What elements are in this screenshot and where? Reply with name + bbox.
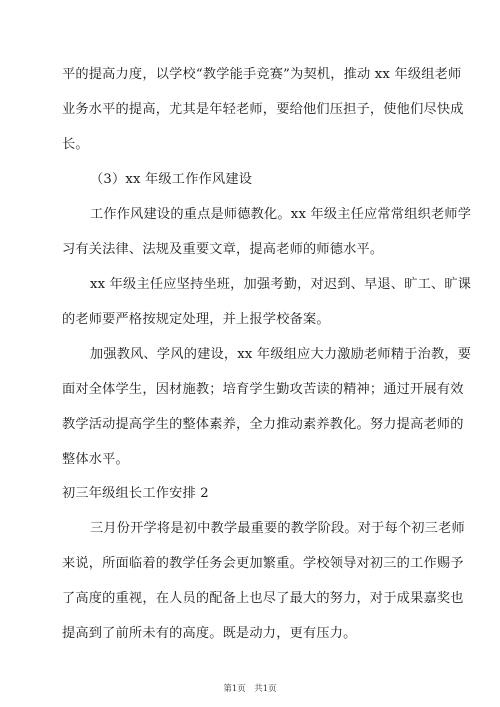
- text-line: 提高到了前所未有的高度。既是动力，更有压力。: [62, 626, 357, 641]
- text-line: 三月份开学将是初中教学最重要的教学阶段。对于每个初三老师: [90, 521, 465, 536]
- text-line: 业务水平的提高，尤其是年轻老师，要给他们压担子，使他们尽快成: [62, 102, 464, 117]
- text-line: 了高度的重视，在人员的配备上也尽了最大的努力，对于成果嘉奖也: [62, 591, 464, 606]
- text-line: 长。: [62, 137, 89, 152]
- text-line: xx 年级主任应坚持坐班，加强考勤，对迟到、早退、旷工、旷课: [90, 277, 472, 292]
- text-line: 工作作风建设的重点是师德教化。xx 年级主任应常常组织老师学: [90, 207, 472, 222]
- text-line: 习有关法律、法规及重要文章，提高老师的师德水平。: [62, 242, 384, 257]
- section-heading: （3）xx 年级工作作风建设: [90, 172, 253, 187]
- text-line: 加强教风、学风的建设，xx 年级组应大力激励老师精于治教，要: [90, 347, 472, 362]
- text-line: 教学活动提高学生的整体素养，全力推动素养教化。努力提高老师的: [62, 417, 464, 432]
- text-line: 来说，所面临着的教学任务会更加繁重。学校领导对初三的工作赐予: [62, 556, 464, 571]
- text-line: 整体水平。: [62, 452, 129, 467]
- section-title: 初三年级组长工作安排 2: [62, 486, 209, 501]
- text-line: 平的提高力度，以学校“教学能手竞赛”为契机，推动 xx 年级组老师: [62, 67, 462, 82]
- page-footer: 第1页 共1页: [223, 684, 277, 694]
- text-line: 的老师要严格按规定处理，并上报学校备案。: [62, 312, 330, 327]
- text-line: 面对全体学生，因材施教；培育学生勤攻苦读的精神；通过开展有效: [62, 382, 464, 397]
